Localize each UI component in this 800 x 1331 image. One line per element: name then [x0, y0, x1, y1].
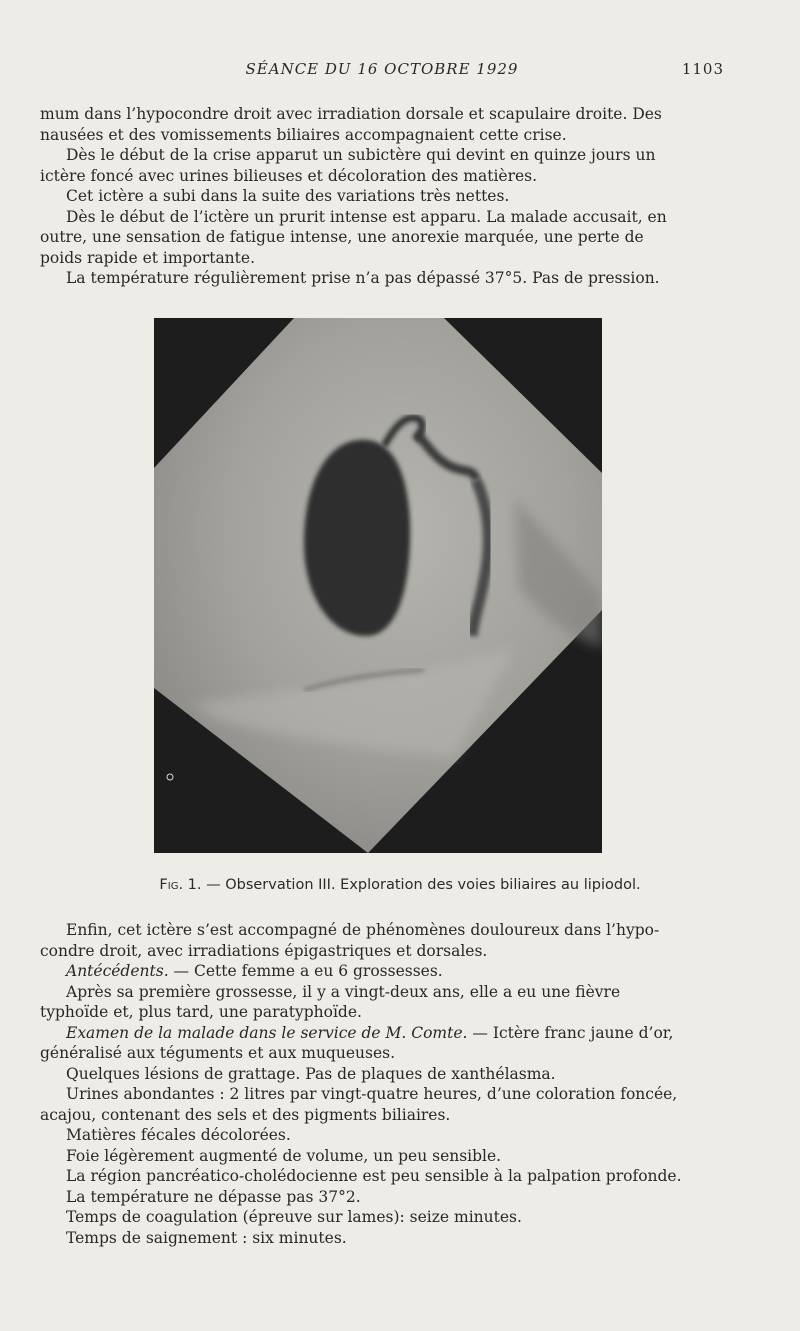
line-text: poids rapide et importante. — [40, 248, 255, 267]
figure-caption — [40, 877, 760, 893]
line-text: Quelques lésions de grattage. Pas de plaques de xanthélasma. — [66, 1064, 556, 1083]
text-line — [40, 1043, 724, 1064]
line-text: La température régulièrement prise n’a pas dépassé 37°5. Pas de pression. — [66, 269, 660, 287]
text-line — [40, 941, 724, 962]
text-line — [40, 1146, 724, 1167]
text-line — [40, 268, 724, 289]
line-text: — Cette femme a eu 6 grossesses. — [168, 962, 443, 980]
figure-label: Fig. 1. — [159, 877, 202, 893]
header-title: SÉANCE DU 16 OCTOBRE 1929 — [245, 60, 519, 78]
line-text: nausées et des vomissements biliaires accompagnaient cette crise. — [40, 125, 567, 144]
text-line — [40, 207, 724, 228]
radiograph-figure — [154, 318, 602, 853]
text-line — [40, 1023, 724, 1044]
line-text: Enfin, cet ictère s’est accompagné de phénomènes douloureux dans l’hypo- — [66, 921, 660, 939]
line-text: Temps de saignement : six minutes. — [66, 1228, 347, 1247]
line-text: mum dans l’hypocondre droit avec irradiation dorsale et scapulaire droite. Des — [40, 105, 662, 123]
text-line — [40, 125, 724, 146]
running-header — [40, 60, 724, 82]
line-text: typhoïde et, plus tard, une paratyphoïde. — [40, 1003, 362, 1021]
text-line — [40, 1187, 724, 1208]
text-line — [40, 1207, 724, 1228]
text-line — [40, 1084, 724, 1105]
text-line — [40, 961, 724, 982]
line-text: Dès le début de la crise apparut un subictère qui devint en quinze jours un — [66, 146, 656, 164]
line-text: Cet ictère a subi dans la suite des variations très nettes. — [66, 187, 510, 205]
text-line — [40, 920, 724, 941]
figure-caption-text: — Observation III. Exploration des voies biliaires au lipiodol. — [201, 877, 641, 893]
text-line — [40, 1002, 724, 1023]
line-text: Urines abondantes : 2 litres par vingt-quatre heures, d’une coloration foncée, — [66, 1085, 678, 1103]
bottom-paragraphs — [40, 920, 724, 1248]
text-line — [40, 1064, 724, 1085]
text-line — [40, 1228, 724, 1249]
line-text: — Ictère franc jaune d’or, — [467, 1023, 674, 1042]
line-text: Après sa première grossesse, il y a vingt-deux ans, elle a eu une fièvre — [66, 982, 621, 1001]
text-line — [40, 104, 724, 125]
line-text: outre, une sensation de fatigue intense, une anorexie marquée, une perte de — [40, 228, 644, 246]
text-line — [40, 227, 724, 248]
line-text: condre droit, avec irradiations épigastriques et dorsales. — [40, 941, 488, 960]
text-line — [40, 166, 724, 187]
text-line — [40, 248, 724, 269]
line-text: généralisé aux téguments et aux muqueuses. — [40, 1044, 396, 1062]
line-text: La température ne dépasse pas 37°2. — [66, 1187, 361, 1206]
page-number: 1103 — [681, 60, 724, 78]
italic-heading: Antécédents. — [66, 962, 169, 980]
line-text: acajou, contenant des sels et des pigments biliaires. — [40, 1105, 451, 1124]
line-text: ictère foncé avec urines bilieuses et décoloration des matières. — [40, 166, 538, 185]
text-line — [40, 186, 724, 207]
line-text: Dès le début de l’ictère un prurit intense est apparu. La malade accusait, en — [66, 207, 667, 226]
italic-heading: Examen de la malade dans le service de M. Comte. — [66, 1023, 468, 1042]
text-line — [40, 982, 724, 1003]
line-text: Foie légèrement augmenté de volume, un peu sensible. — [66, 1146, 502, 1165]
line-text: Temps de coagulation (épreuve sur lames): seize minutes. — [66, 1208, 522, 1226]
text-line — [40, 1105, 724, 1126]
text-line — [40, 145, 724, 166]
xray-image — [154, 318, 602, 853]
text-line — [40, 1125, 724, 1146]
top-paragraphs — [40, 104, 724, 289]
line-text: Matières fécales décolorées. — [66, 1126, 291, 1144]
line-text: La région pancréatico-cholédocienne est peu sensible à la palpation profonde. — [66, 1167, 682, 1185]
text-line — [40, 1166, 724, 1187]
